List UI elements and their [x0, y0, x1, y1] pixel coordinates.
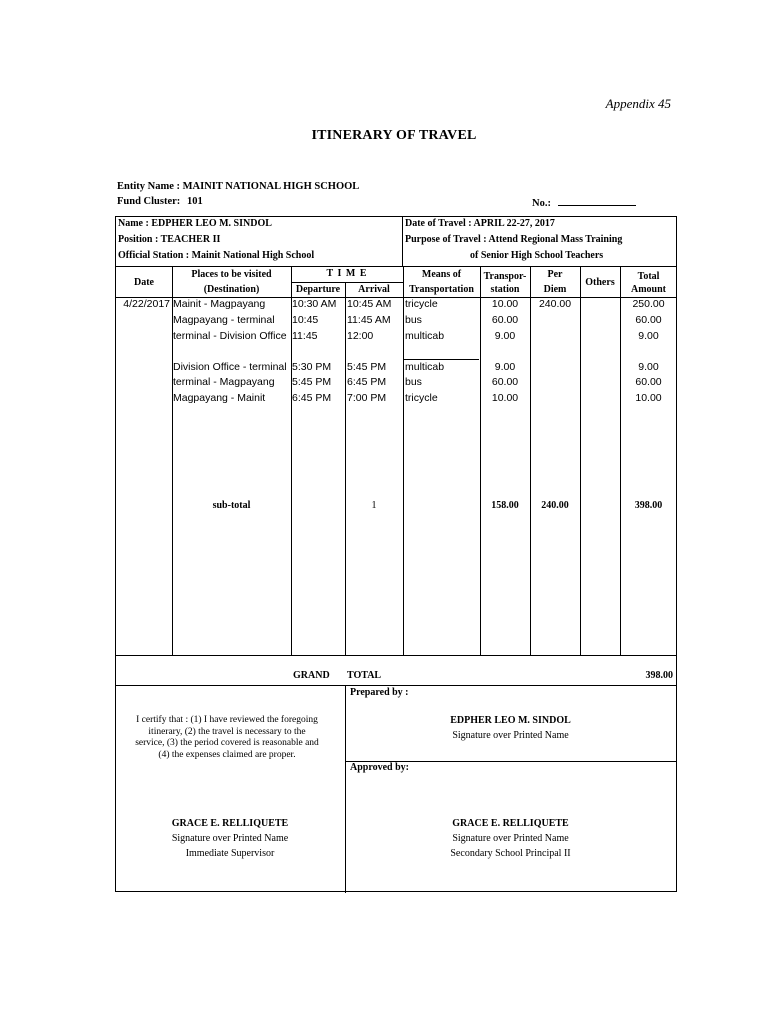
- col-places-2: (Destination): [203, 284, 260, 295]
- date-value: APRIL 22-27, 2017: [473, 218, 555, 229]
- col-line-arrival: [403, 266, 404, 656]
- col-departure: Departure: [295, 284, 341, 295]
- row-means: tricycle: [405, 392, 438, 404]
- row-means: bus: [405, 314, 422, 326]
- row-place: Magpayang - Mainit: [173, 392, 266, 404]
- row-means: multicab: [405, 330, 445, 342]
- position-row: [118, 234, 220, 245]
- subtotal-label: sub-total: [212, 500, 251, 511]
- supervisor-role: Immediate Supervisor: [185, 848, 275, 859]
- row-perdiem: 240.00: [538, 298, 572, 310]
- row-means: multicab: [405, 361, 445, 373]
- col-means-2: Transportation: [409, 284, 474, 295]
- name-label: Name :: [118, 218, 149, 229]
- row-date: 4/22/2017: [123, 298, 170, 310]
- row-departure: 11:45: [292, 330, 318, 342]
- entity-label: Entity Name :: [117, 181, 180, 192]
- row-place: Magpayang - terminal: [173, 314, 275, 326]
- approved-role: Secondary School Principal II: [450, 848, 571, 859]
- row-place: Division Office - terminal: [173, 361, 287, 373]
- approved-caption: Signature over Printed Name: [452, 833, 569, 844]
- col-transpo-2: station: [490, 284, 520, 295]
- certify-line-3: service, (3) the period covered is reasonable and: [135, 738, 319, 748]
- row-total: 60.00: [635, 314, 662, 326]
- purpose-value-1: Attend Regional Mass Training: [488, 234, 623, 245]
- position-value: TEACHER II: [160, 234, 221, 245]
- col-date: Date: [134, 277, 154, 288]
- row-total: 9.00: [638, 330, 659, 342]
- col-total-1: Total: [637, 271, 660, 282]
- row-transpo: 60.00: [491, 314, 519, 326]
- certify-line-4: (4) the expenses claimed are proper.: [158, 749, 296, 760]
- date-label: Date of Travel :: [405, 218, 472, 229]
- prepared-name: EDPHER LEO M. SINDOL: [450, 715, 571, 726]
- date-of-travel-row: [405, 218, 555, 229]
- col-time: T I M E: [326, 268, 368, 279]
- number-field: [532, 196, 636, 209]
- station-value: Mainit National High School: [191, 250, 315, 261]
- purpose-label: Purpose of Travel :: [405, 234, 487, 245]
- col-places-1: Places to be visited: [191, 269, 272, 280]
- purpose-row: [405, 234, 622, 245]
- number-label: No.:: [532, 198, 551, 209]
- row-means: bus: [405, 376, 422, 388]
- row-arrival: 10:45 AM: [347, 298, 392, 310]
- appendix-label: Appendix 45: [605, 96, 671, 111]
- col-perdiem-2: Diem: [543, 284, 567, 295]
- row-departure: 6:45 PM: [292, 392, 332, 404]
- row-transpo: 9.00: [494, 330, 516, 342]
- divider-time: [291, 282, 404, 283]
- certification-text: [117, 715, 337, 761]
- prepared-caption: Signature over Printed Name: [452, 730, 569, 741]
- row-departure: 5:30 PM: [292, 361, 332, 373]
- row-place: terminal - Magpayang: [173, 376, 275, 388]
- subtotal-total: 398.00: [634, 500, 663, 511]
- supervisor-caption: Signature over Printed Name: [171, 833, 289, 844]
- name-value: EDPHER LEO M. SINDOL: [151, 218, 272, 229]
- row-total: 60.00: [635, 376, 662, 388]
- col-transpo-1: Transpor-: [483, 271, 527, 282]
- row-transpo: 10.00: [491, 392, 519, 404]
- fund-label: Fund Cluster:: [117, 196, 181, 207]
- col-line-perdiem: [580, 266, 581, 656]
- prepared-label: Prepared by :: [350, 687, 409, 698]
- grand-label-2: TOTAL: [347, 670, 382, 681]
- row-arrival: 6:45 PM: [347, 376, 387, 388]
- row-arrival: 12:00: [347, 330, 374, 342]
- row-transpo: 60.00: [491, 376, 519, 388]
- entity-name: [117, 181, 359, 192]
- row-place: terminal - Division Office: [173, 330, 287, 342]
- row-arrival: 11:45 AM: [347, 314, 391, 326]
- divider-info-vertical: [402, 217, 403, 267]
- subtotal-arrival: 1: [371, 500, 377, 511]
- certify-line-1: I certify that : (1) I have reviewed the foregoing: [136, 715, 318, 725]
- name-row: [118, 218, 272, 229]
- divider-info: [116, 266, 676, 267]
- row-transpo: 9.00: [494, 361, 516, 373]
- station-label: Official Station :: [118, 250, 190, 261]
- row-departure: 10:30 AM: [292, 298, 337, 310]
- station-row: [118, 250, 314, 261]
- col-others: Others: [585, 277, 615, 288]
- subtotal-transpo: 158.00: [491, 500, 519, 511]
- fund-value: 101: [186, 196, 203, 207]
- row-total: 250.00: [632, 298, 665, 310]
- approved-name: GRACE E. RELLIQUETE: [452, 818, 569, 829]
- fund-cluster: [117, 196, 203, 207]
- subtotal-perdiem: 240.00: [541, 500, 569, 511]
- page-title: ITINERARY OF TRAVEL: [311, 128, 477, 143]
- grand-total-value: 398.00: [645, 670, 673, 681]
- grand-label-1: GRAND: [293, 670, 330, 681]
- entity-value: MAINIT NATIONAL HIGH SCHOOL: [182, 181, 360, 192]
- col-line-transpo: [530, 266, 531, 656]
- purpose-value-2: of Senior High School Teachers: [470, 250, 604, 261]
- approved-label: Approved by:: [350, 762, 409, 773]
- row-place: Mainit - Magpayang: [173, 298, 266, 310]
- col-line-departure: [345, 282, 346, 656]
- divider-grandtotal: [116, 685, 676, 686]
- position-label: Position :: [118, 234, 159, 245]
- row-arrival: 7:00 PM: [347, 392, 387, 404]
- col-arrival: Arrival: [358, 284, 390, 295]
- col-perdiem-1: Per: [547, 269, 563, 280]
- divider-means: [403, 359, 479, 360]
- supervisor-name: GRACE E. RELLIQUETE: [171, 818, 289, 829]
- row-departure: 10:45: [292, 314, 319, 326]
- certify-line-2: itinerary, (2) the travel is necessary to the: [148, 726, 306, 737]
- row-transpo: 10.00: [491, 298, 519, 310]
- number-blank[interactable]: [558, 196, 636, 206]
- row-departure: 5:45 PM: [292, 376, 332, 388]
- row-total: 9.00: [638, 361, 659, 373]
- col-means-1: Means of: [421, 269, 462, 280]
- col-total-2: Amount: [630, 284, 666, 295]
- divider-table-bottom: [116, 655, 676, 656]
- row-means: tricycle: [405, 298, 438, 310]
- row-arrival: 5:45 PM: [347, 361, 387, 373]
- row-total: 10.00: [635, 392, 662, 404]
